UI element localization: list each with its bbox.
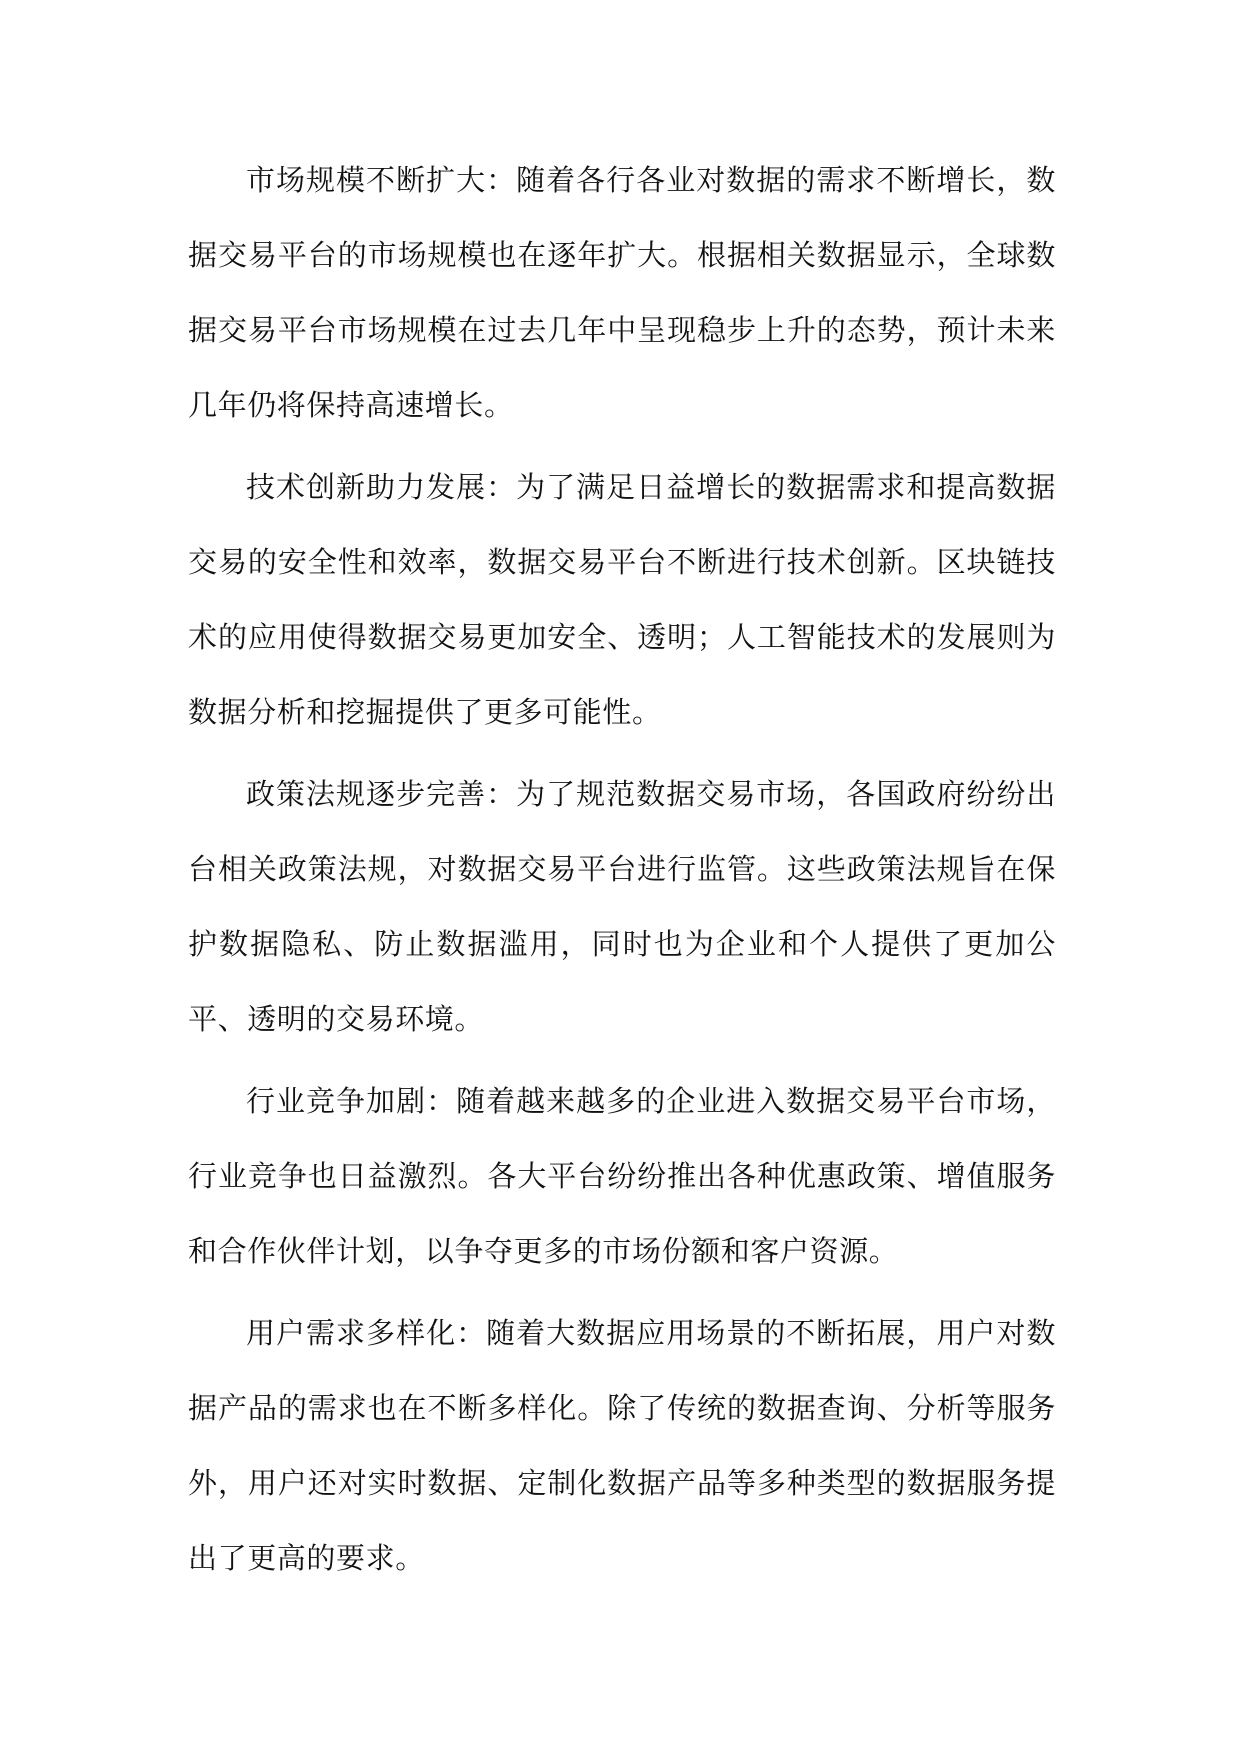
paragraph-tech-innovation: 技术创新助力发展：为了满足日益增长的数据需求和提高数据交易的安全性和效率，数据交易平台不断进行技术创新。区块链技术的应用使得数据交易更加安全、透明；人工智能技术的发展则为数据分析和挖掘提供了更多可能性。 [188,470,1056,729]
paragraph-policy-regulation: 政策法规逐步完善：为了规范数据交易市场，各国政府纷纷出台相关政策法规，对数据交易平台进行监管。这些政策法规旨在保护数据隐私、防止数据滥用，同时也为企业和个人提供了更加公平、透明的交易环境。 [188,777,1056,1036]
paragraph-user-demand: 用户需求多样化：随着大数据应用场景的不断拓展，用户对数据产品的需求也在不断多样化。除了传统的数据查询、分析等服务外，用户还对实时数据、定制化数据产品等多种类型的数据服务提出了更高的要求。 [188,1316,1056,1575]
document-body [188,143,1056,1603]
paragraph-industry-competition: 行业竞争加剧：随着越来越多的企业进入数据交易平台市场，行业竞争也日益激烈。各大平台纷纷推出各种优惠政策、增值服务和合作伙伴计划，以争夺更多的市场份额和客户资源。 [188,1084,1056,1268]
paragraph-market-scale: 市场规模不断扩大：随着各行各业对数据的需求不断增长，数据交易平台的市场规模也在逐年扩大。根据相关数据显示，全球数据交易平台市场规模在过去几年中呈现稳步上升的态势，预计未来几年仍将保持高速增长。 [188,163,1056,422]
